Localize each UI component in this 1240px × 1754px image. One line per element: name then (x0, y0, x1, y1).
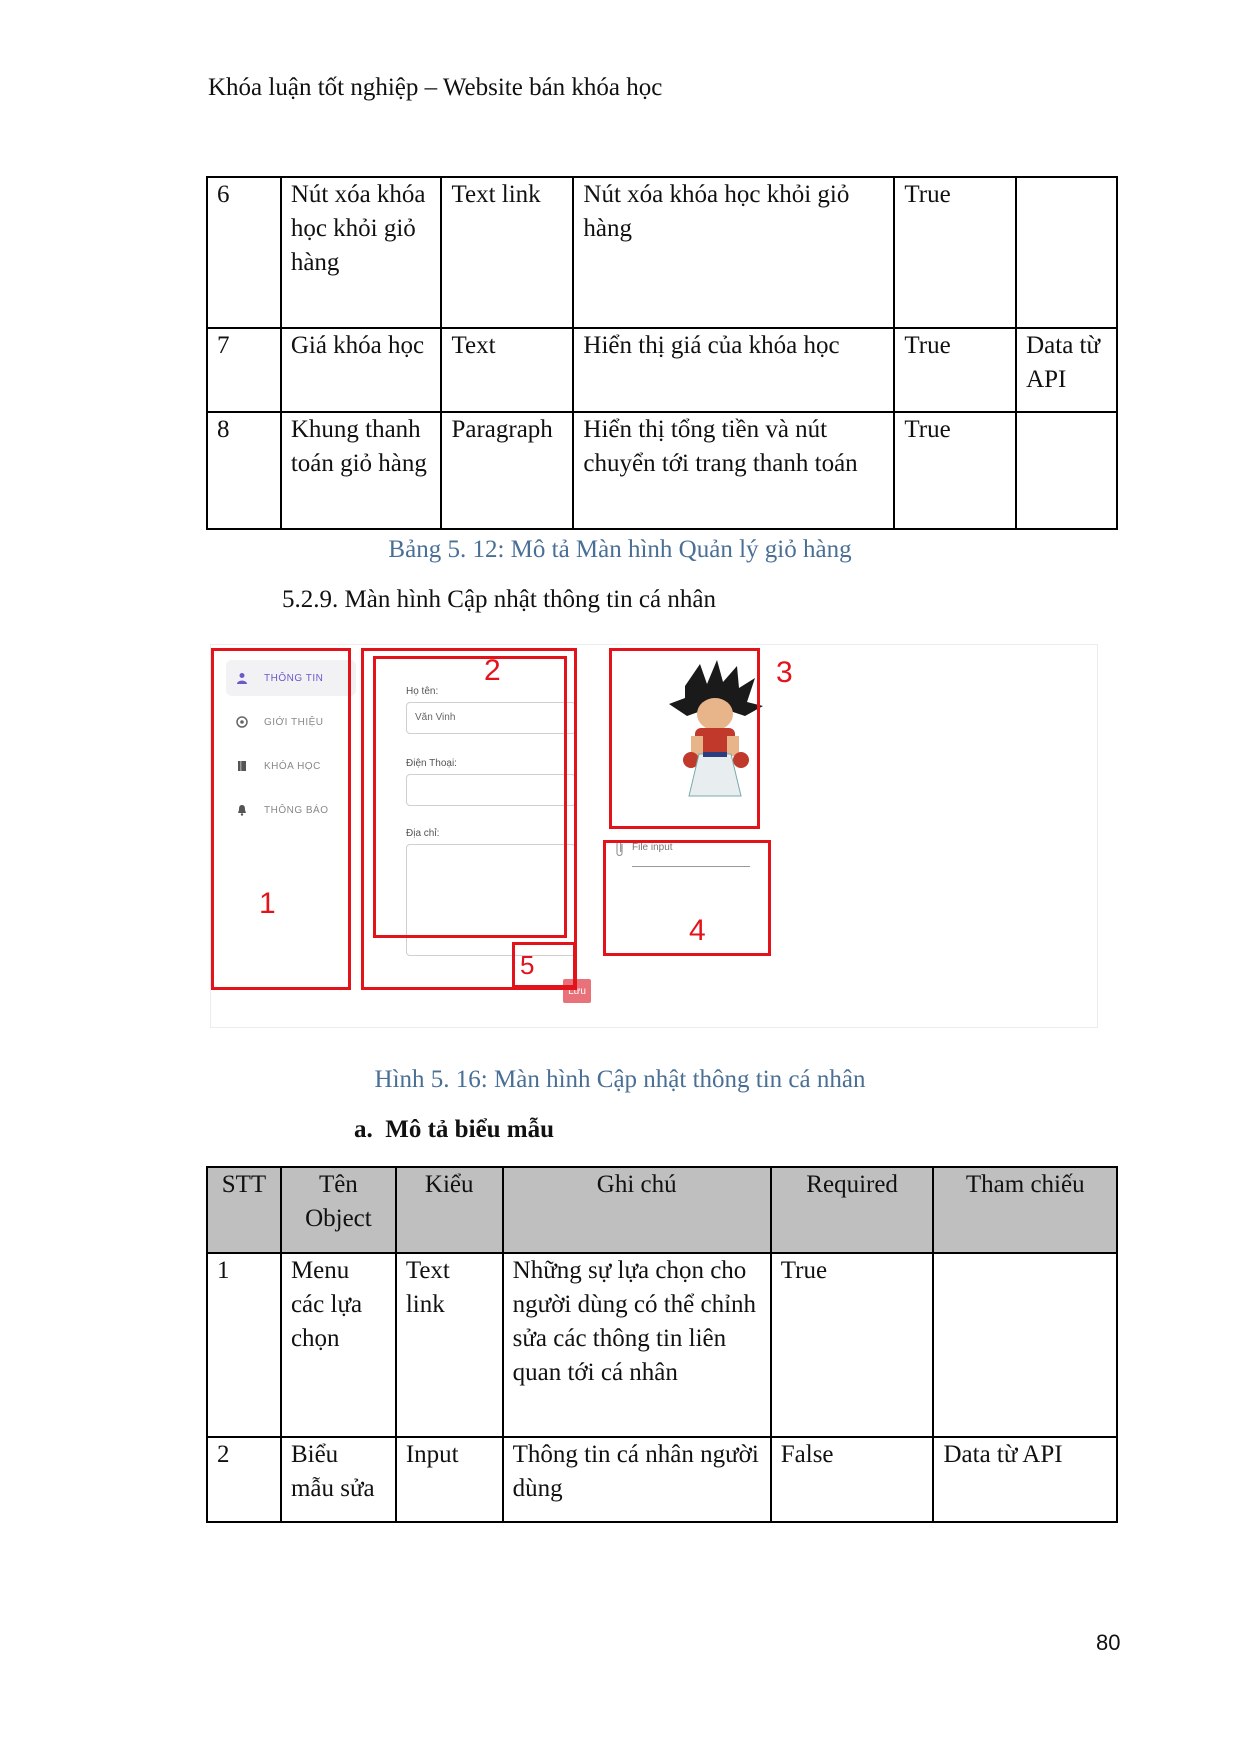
cell-ref: Data từ API (933, 1437, 1117, 1522)
menu-label: GIỚI THIỆU (264, 716, 324, 728)
cell-stt: 6 (207, 177, 281, 328)
menu-label: KHÓA HỌC (264, 760, 321, 772)
cell-type: Input (396, 1437, 503, 1522)
cell-type: Text link (441, 177, 573, 328)
cell-stt: 2 (207, 1437, 281, 1522)
marker-2: 2 (484, 654, 501, 687)
table-row (207, 1437, 1117, 1522)
cell-ref: Data từ API (1016, 328, 1117, 412)
subsection-title: Mô tả biểu mẫu (385, 1116, 554, 1143)
name-label: Họ tên: (406, 686, 439, 697)
cell-name: Giá khóa học (281, 328, 442, 412)
cart-description-table (206, 176, 1118, 530)
profile-screenshot (210, 644, 1098, 1028)
name-input[interactable]: Văn Vinh (406, 702, 576, 734)
annotation-box-3 (609, 648, 760, 829)
file-input-label: File input (632, 842, 673, 853)
table-row (207, 328, 1117, 412)
page-number: 80 (1096, 1630, 1121, 1655)
annotation-box-2 (373, 656, 567, 938)
cell-required: True (894, 328, 1016, 412)
cell-required: True (771, 1253, 934, 1437)
section-heading: 5.2.9. Màn hình Cập nhật thông tin cá nhân (282, 586, 716, 613)
cell-note: Những sự lựa chọn cho người dùng có thể chỉnh sửa các thông tin liên quan tới cá nhân (503, 1253, 771, 1437)
cell-ref (933, 1253, 1117, 1437)
table-row (207, 177, 1117, 328)
cell-ref (1016, 412, 1117, 529)
phone-label: Điện Thoại: (406, 758, 457, 769)
cell-name: Khung thanh toán giỏ hàng (281, 412, 442, 529)
header-type: Kiểu (396, 1167, 503, 1253)
subsection-heading (354, 1116, 554, 1144)
cell-stt: 7 (207, 328, 281, 412)
figure-caption: Hình 5. 16: Màn hình Cập nhật thông tin cá nhân (374, 1066, 866, 1093)
marker-1: 1 (259, 887, 276, 920)
cell-required: True (894, 177, 1016, 328)
form-description-table (206, 1166, 1118, 1523)
cell-note: Hiển thị giá của khóa học (573, 328, 894, 412)
cell-type: Text (441, 328, 573, 412)
header-name: Tên Object (281, 1167, 396, 1253)
address-label: Địa chỉ: (406, 828, 440, 839)
annotation-box-4 (603, 840, 771, 956)
cell-type: Paragraph (441, 412, 573, 529)
subsection-prefix: a. (354, 1116, 373, 1143)
header-note: Ghi chú (503, 1167, 771, 1253)
marker-5: 5 (520, 950, 535, 980)
annotation-box-1 (211, 648, 351, 990)
header-stt: STT (207, 1167, 281, 1253)
cell-type: Text link (396, 1253, 503, 1437)
menu-label: THÔNG BÁO (264, 804, 329, 816)
cell-required: False (771, 1437, 934, 1522)
cell-name: Nút xóa khóa học khỏi giỏ hàng (281, 177, 442, 328)
cell-note: Hiển thị tổng tiền và nút chuyển tới trang thanh toán (573, 412, 894, 529)
marker-4: 4 (689, 914, 706, 947)
table-row (207, 412, 1117, 529)
table-caption: Bảng 5. 12: Mô tả Màn hình Quản lý giỏ hàng (388, 536, 852, 563)
marker-3: 3 (776, 656, 793, 689)
table-row (207, 1253, 1117, 1437)
cell-ref (1016, 177, 1117, 328)
cell-name: Biểu mẫu sửa (281, 1437, 396, 1522)
cell-stt: 8 (207, 412, 281, 529)
cell-note: Nút xóa khóa học khỏi giỏ hàng (573, 177, 894, 328)
running-header: Khóa luận tốt nghiệp – Website bán khóa học (208, 74, 663, 101)
cell-stt: 1 (207, 1253, 281, 1437)
save-button[interactable]: Lưu (563, 979, 591, 1003)
table-header-row (207, 1167, 1117, 1253)
cell-name: Menu các lựa chọn (281, 1253, 396, 1437)
header-ref: Tham chiếu (933, 1167, 1117, 1253)
cell-note: Thông tin cá nhân người dùng (503, 1437, 771, 1522)
cell-required: True (894, 412, 1016, 529)
menu-label: THÔNG TIN (264, 672, 324, 684)
header-required: Required (771, 1167, 934, 1253)
